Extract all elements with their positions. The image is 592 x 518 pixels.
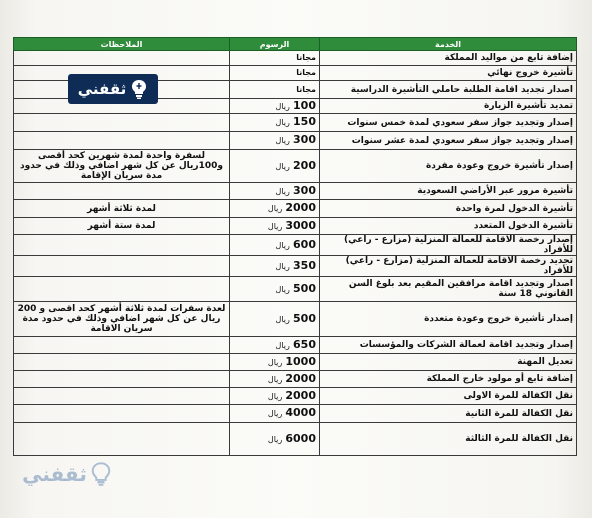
fee-cell (230, 277, 320, 302)
fee-cell (230, 423, 320, 456)
fee-unit: ريال (275, 314, 290, 324)
fee-cell (230, 99, 320, 114)
fee-amount: 4000 (285, 406, 316, 419)
fee-amount: 6000 (285, 431, 316, 445)
fee-cell (230, 132, 320, 150)
fee-amount: 650 (293, 337, 316, 351)
fee-unit: ريال (275, 284, 290, 294)
table-row (14, 405, 577, 423)
service-cell: إصدار تأشيرة خروج وعودة متعددة (320, 302, 577, 337)
fee-amount: 2000 (285, 371, 316, 385)
fee-unit: ريال (275, 261, 290, 271)
fee-amount: 350 (293, 258, 316, 272)
notes-cell (14, 405, 230, 423)
notes-cell (14, 354, 230, 371)
service-cell: تأشيرة الدخول لمرة واحدة (320, 200, 577, 218)
lightbulb-icon (130, 78, 148, 100)
header-notes: الملاحظات (14, 38, 230, 51)
table-row (14, 277, 577, 302)
table-row (14, 200, 577, 218)
fee-cell (230, 235, 320, 256)
service-cell: إصدار وتجديد اقامة لعمالة الشركات والمؤسسات (320, 337, 577, 354)
fee-cell (230, 354, 320, 371)
fee-unit: ريال (275, 118, 290, 127)
service-cell: إصدار وتجديد جواز سفر سعودي لمدة عشر سنوات (320, 132, 577, 150)
service-cell: تأشيرة خروج نهائي (320, 66, 577, 81)
notes-cell (14, 423, 230, 456)
fee-cell (230, 183, 320, 200)
table-row (14, 183, 577, 200)
fee-cell (230, 256, 320, 277)
fee-unit: ريال (267, 434, 283, 444)
fee-amount: 500 (293, 311, 316, 325)
fee-unit: ريال (275, 340, 290, 350)
service-cell: تمديد تأشيرة الزيارة (320, 99, 577, 114)
notes-cell (14, 256, 230, 277)
service-cell: نقل الكفالة للمرة الثالثة (320, 423, 577, 456)
fee-cell (230, 405, 320, 423)
notes-cell (14, 51, 230, 66)
notes-cell (14, 235, 230, 256)
fee-unit: ريال (267, 391, 283, 401)
notes-cell (14, 114, 230, 132)
fee-cell (230, 218, 320, 235)
fee-amount: 300 (293, 133, 316, 146)
fee-unit: ريال (267, 357, 283, 367)
service-cell: إصدار تأشيرة خروج وعودة مفردة (320, 150, 577, 183)
fee-amount: 2000 (285, 201, 316, 214)
service-cell: تأشيرة مرور عبر الأراضي السعودية (320, 183, 577, 200)
fee-amount: 300 (293, 183, 316, 197)
notes-cell: لمدة ستة أشهر (14, 218, 230, 235)
table-row (14, 256, 577, 277)
fee-cell (230, 150, 320, 183)
fee-unit: ريال (275, 240, 290, 250)
service-cell: إصدار رخصة الاقامة للعمالة المنزلية (مزارع - راعي) للأفراد (320, 235, 577, 256)
fee-cell: مجانا (230, 81, 320, 99)
notes-cell: لمدة ثلاثة أشهر (14, 200, 230, 218)
header-service: الخدمة (320, 38, 577, 51)
notes-cell (14, 183, 230, 200)
fee-unit: ريال (275, 161, 290, 171)
table-row (14, 388, 577, 405)
fee-cell (230, 200, 320, 218)
service-cell: اصدار تجديد اقامة الطلبة حاملي التأشيرة الدراسية (320, 81, 577, 99)
fee-cell (230, 302, 320, 337)
notes-cell (14, 277, 230, 302)
service-cell: إصدار وتجديد جواز سفر سعودي لمدة خمس سنوات (320, 114, 577, 132)
service-cell: تأشيرة الدخول المتعدد (320, 218, 577, 235)
table-row (14, 114, 577, 132)
fee-amount: 3000 (285, 218, 316, 232)
table-row (14, 218, 577, 235)
table-header-row (14, 38, 577, 51)
fee-amount: 100 (293, 98, 316, 112)
table-row (14, 132, 577, 150)
notes-cell: لسفرة واحدة لمدة شهرين كحد أقصى و100ريال عن كل شهر اضافي وذلك في حدود مدة سريان الإقامة (14, 150, 230, 183)
fee-amount: 150 (293, 115, 316, 128)
table-row (14, 337, 577, 354)
table-row (14, 302, 577, 337)
service-cell: تعديل المهنة (320, 354, 577, 371)
service-cell: نقل الكفالة للمرة الثانية (320, 405, 577, 423)
fee-unit: ريال (267, 409, 283, 418)
fee-amount: 600 (293, 237, 316, 251)
fee-cell (230, 371, 320, 388)
fee-unit: ريال (267, 204, 283, 213)
table-row (14, 354, 577, 371)
fee-unit: ريال (275, 101, 290, 111)
service-cell: إضافة تابع من مواليد المملكة (320, 51, 577, 66)
notes-cell (14, 388, 230, 405)
table-row (14, 423, 577, 456)
notes-cell (14, 132, 230, 150)
logo-text: ثقفني (77, 80, 127, 98)
fee-cell: مجانا (230, 51, 320, 66)
fee-unit: ريال (267, 221, 283, 231)
fee-unit: ريال (275, 136, 290, 145)
fee-cell (230, 114, 320, 132)
fee-amount: 2000 (285, 388, 316, 402)
fee-unit: ريال (267, 374, 283, 384)
fee-amount: 500 (293, 281, 316, 295)
fee-cell: مجانا (230, 66, 320, 81)
service-cell: نقل الكفالة للمرة الاولى (320, 388, 577, 405)
table-row (14, 51, 577, 66)
table-row (14, 150, 577, 183)
notes-cell: لعدة سفرات لمدة ثلاثة أشهر كحد اقصى و 200 ريال عن كل شهر اضافي وذلك في حدود مدة سريان الاقامة (14, 302, 230, 337)
notes-cell (14, 371, 230, 388)
header-fee: الرسوم (230, 38, 320, 51)
site-logo-badge (68, 74, 158, 104)
service-cell: تجديد رخصة الاقامة للعمالة المنزلية (مزارع - راعي) للأفراد (320, 256, 577, 277)
fee-amount: 1000 (285, 354, 316, 368)
fee-amount: 200 (293, 158, 316, 172)
fee-cell (230, 337, 320, 354)
table-row (14, 371, 577, 388)
watermark-text: ثقفني (22, 462, 87, 486)
fee-cell (230, 388, 320, 405)
fee-unit: ريال (275, 186, 290, 196)
notes-cell (14, 337, 230, 354)
service-cell: إضافة تابع أو مولود خارج المملكة (320, 371, 577, 388)
table-row (14, 235, 577, 256)
watermark-logo (8, 456, 126, 492)
service-cell: اصدار وتجديد اقامة مرافقين المقيم بعد بلوغ السن القانوني 18 سنة (320, 277, 577, 302)
lightbulb-icon (90, 461, 112, 487)
